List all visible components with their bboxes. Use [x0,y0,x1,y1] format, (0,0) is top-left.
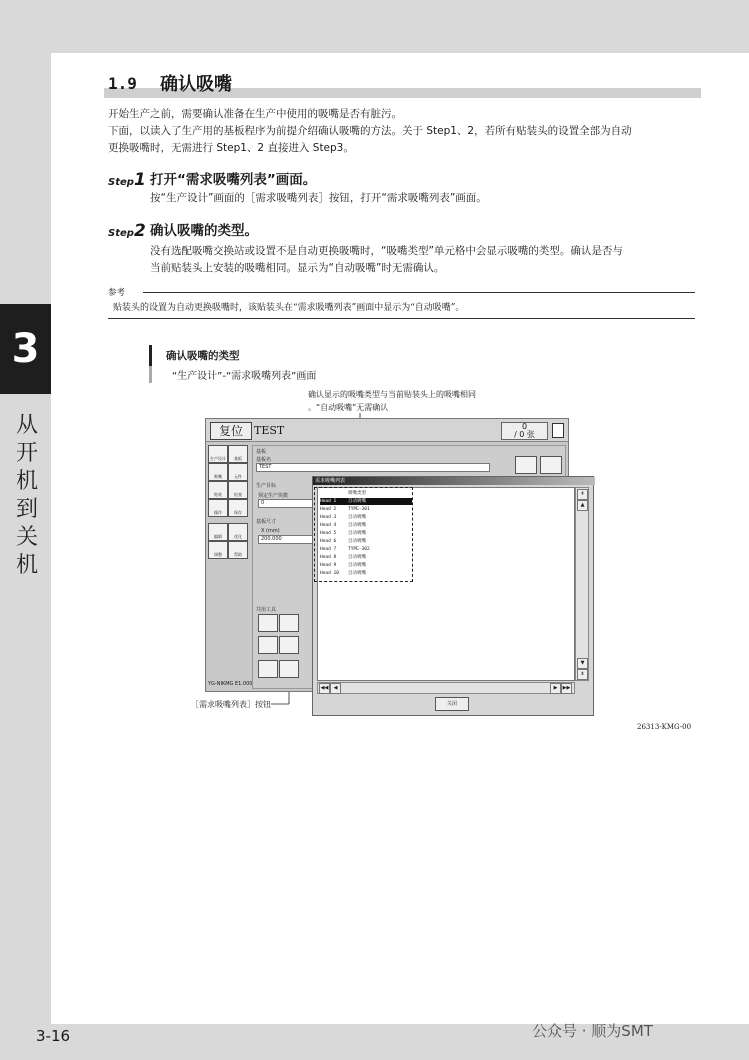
step-tag: Step1 [108,170,146,190]
tool-button[interactable] [279,614,299,632]
section-number: 1.9 [108,74,137,93]
step-title: 确认吸嘴的类型。 [150,223,258,239]
menu-button[interactable]: 调整 [208,541,228,559]
menu-button[interactable]: 保存 [228,499,248,517]
action-button[interactable] [515,456,537,474]
table-row[interactable]: Head 8 自动吸嘴 [320,555,366,560]
menu-button[interactable]: 贴装 [208,481,228,499]
step-tag: Step2 [108,221,146,241]
action-button[interactable] [540,456,562,474]
vertical-scrollbar[interactable] [575,487,589,681]
menu-button[interactable]: 帮助 [228,541,248,559]
callout-bottom: ［需求吸嘴列表］按钮 [191,700,271,709]
figure-code: 26313-KMG-00 [637,723,692,731]
page-number: 3-16 [36,1027,71,1045]
callout-top: 确认显示的吸嘴类型与当前贴装头上的吸嘴相同 。“自动吸嘴”无需确认 [308,390,476,412]
tools-label: 共用工具 [256,607,277,613]
table-row[interactable]: Head 7 TYPE-302 [320,547,370,552]
prod-label: 生产目标 [256,483,277,489]
board-label: 基板 [256,449,267,455]
program-name: TEST [254,424,285,437]
board-name-label: 基板名 [256,457,272,463]
scroll-last-icon[interactable]: ▶▶ [561,683,572,694]
tool-button[interactable] [279,636,299,654]
step-title: 打开“需求吸嘴列表”画面。 [150,172,317,188]
menu-button[interactable]: 编辑 [208,523,228,541]
step-body: 没有选配吸嘴交换站或设置不是自动更换吸嘴时，“吸嘴类型”单元格中会显示吸嘴的类型。确认是否与 [150,245,623,257]
intro-line: 开始生产之前，需要确认准备在生产中使用的吸嘴是否有脏污。 [108,108,402,120]
step-body: 当前贴装头上安装的吸嘴相同。显示为“自动吸嘴”时无需确认。 [150,262,445,274]
scroll-top-icon[interactable]: ⇞ [577,489,588,500]
menu-button[interactable]: 操作 [208,499,228,517]
step-body: 按“生产设计”画面的［需求吸嘴列表］按钮，打开“需求吸嘴列表”画面。 [150,192,487,204]
close-button[interactable]: 关闭 [435,697,469,711]
menu-button[interactable]: 元件 [228,463,248,481]
board-name-field[interactable]: TEST [256,463,490,472]
watermark: 公众号 · 顺为SMT [532,1022,653,1040]
intro-line: 下面，以读入了生产用的基板程序为前提介绍确认吸嘴的方法。关于 Step1、2，若所有贴装头的设置全部为自动 [108,125,632,137]
scroll-left-icon[interactable]: ◀ [330,683,341,694]
prod-count-label: 预定生产块数 [258,493,289,499]
size-x-field[interactable]: 200.000 [258,535,314,544]
chapter-number: 3 [0,304,51,394]
side-menu [208,445,248,685]
stop-icon[interactable] [552,423,564,438]
horizontal-scrollbar[interactable] [317,682,575,694]
figure-title: 确认吸嘴的类型 [166,350,240,362]
production-counter: 0 / 0 张 [501,422,548,440]
menu-button[interactable]: 优化 [228,523,248,541]
table-row[interactable]: Head 4 自动吸嘴 [320,523,366,528]
prod-count-field[interactable]: 0 [258,499,314,508]
note-text: 贴装头的设置为自动更换吸嘴时，该贴装头在“需求吸嘴列表”画面中显示为“自动吸嘴”。 [113,303,465,313]
table-row[interactable]: Head 2 TYPE-301 [320,507,370,512]
note-label: 参考 [108,288,126,298]
scroll-bottom-icon[interactable]: ⇟ [577,669,588,680]
table-row[interactable]: Head 6 自动吸嘴 [320,539,366,544]
tool-button[interactable] [258,660,278,678]
tool-button[interactable] [258,636,278,654]
reset-button[interactable]: 复位 [210,422,252,440]
table-row[interactable]: Head 10 自动吸嘴 [320,571,366,576]
scroll-down-icon[interactable]: ▼ [577,658,588,669]
dialog-title: 需求吸嘴列表 [313,477,595,485]
table-row[interactable]: Head 3 自动吸嘴 [320,515,366,520]
highlight-box [314,487,413,582]
size-label: 基板尺寸 [256,519,277,525]
section-title: 确认吸嘴 [160,74,232,95]
menu-button[interactable]: 吸嘴 [208,463,228,481]
scroll-up-icon[interactable]: ▲ [577,500,588,511]
menu-button[interactable]: 检查 [228,481,248,499]
table-row[interactable]: Head 1 自动吸嘴 [320,498,412,505]
nozzle-list-button[interactable] [279,660,299,678]
size-x-label: X (mm) [261,528,280,534]
intro-line: 更换吸嘴时，无需进行 Step1、2 直接进入 Step3。 [108,142,354,154]
figure-subtitle: “生产设计”-“需求吸嘴列表”画面 [172,371,317,382]
chapter-title: 从开机到关机 [15,413,38,578]
table-header: 吸嘴类型 [348,491,366,496]
menu-button[interactable]: 基板 [228,445,248,463]
scroll-first-icon[interactable]: ◀◀ [319,683,330,694]
table-row[interactable]: Head 5 自动吸嘴 [320,531,366,536]
tool-button[interactable] [258,614,278,632]
scroll-right-icon[interactable]: ▶ [550,683,561,694]
menu-button[interactable]: 生产设计 [208,445,228,463]
version-label: YG-NIKMG E1.000 [208,681,253,687]
table-row[interactable]: Head 9 自动吸嘴 [320,563,366,568]
screen-header [206,419,568,442]
